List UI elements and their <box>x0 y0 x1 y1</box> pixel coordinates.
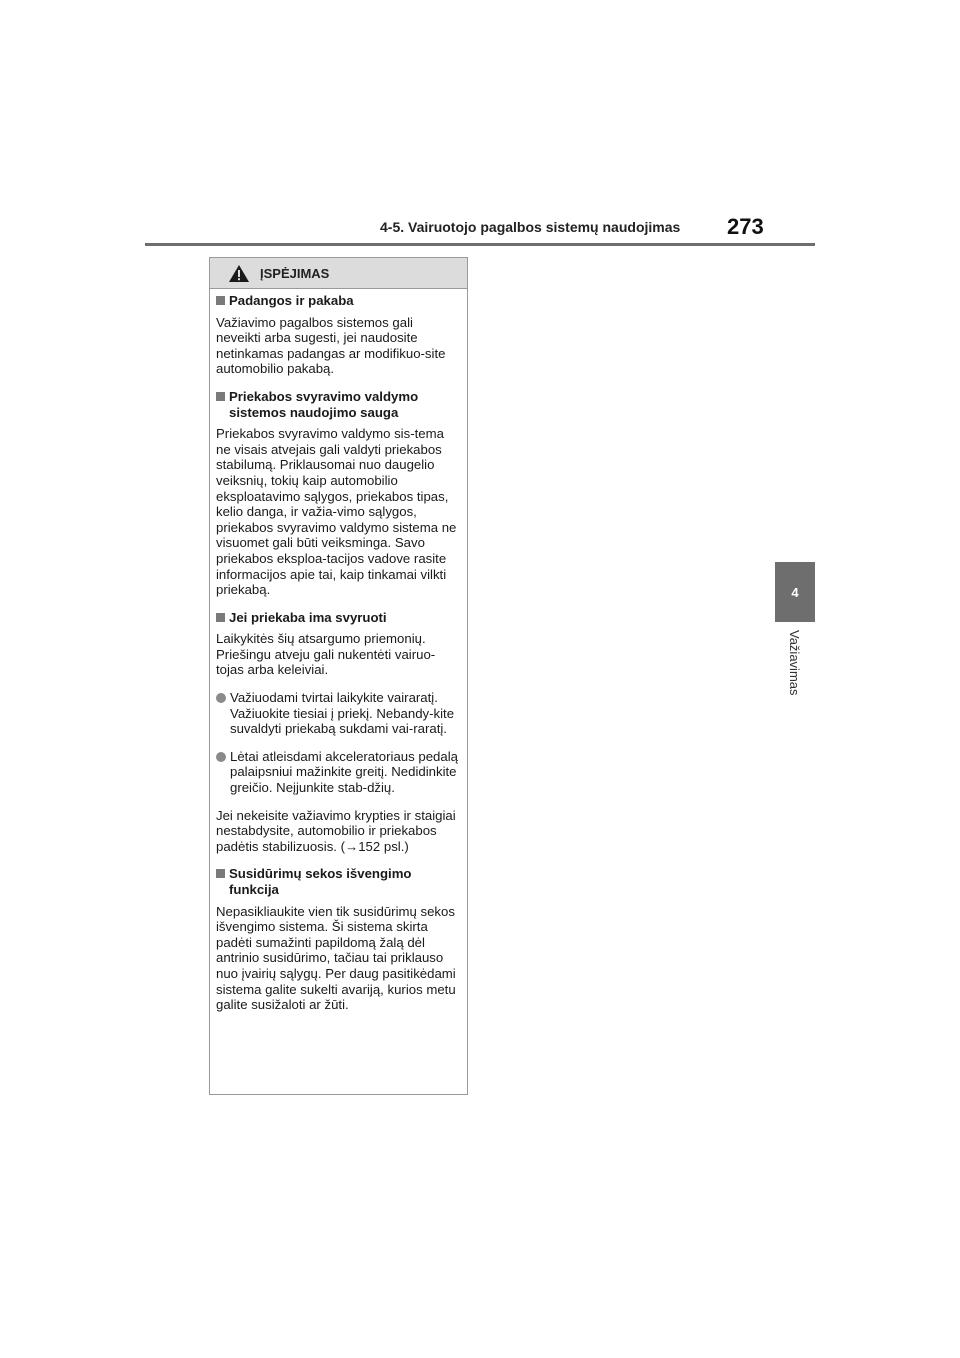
list-item: Važiuodami tvirtai laikykite vairaratį. Važiuokite tiesiai į priekį. Nebandy-kite suvaldyti priekabą sukdami vai-raratį. <box>216 690 461 737</box>
section-heading: Priekabos svyravimo valdymo sistemos naudojimo sauga <box>216 389 461 420</box>
chapter-number: 4 <box>791 584 799 600</box>
section-text: Priekabos svyravimo valdymo sis-tema ne visais atvejais gali valdyti priekabos stabilumą. Priklausomai nuo daugelio veiksnių, tokių kaip automobilio eksploatavimo sąlygos, priekabos tipas, kelio danga, ir važia-vimo sąlygos, priekabos svyravimo valdymo sistema ne visuomet gali būti veiksminga. Savo priekabos eksploa-tacijos vadove rasite informacijos apie tai, kaip tinkamai vilkti priekabą. <box>216 426 457 598</box>
section-text: Važiavimo pagalbos sistemos gali neveikti arba sugesti, jei naudosite netinkamas padangas ar modifikuo-site automobilio pakabą. <box>216 314 446 377</box>
header-rule <box>145 243 815 246</box>
section-heading: Jei priekaba ima svyruoti <box>216 610 461 626</box>
section-heading: Padangos ir pakaba <box>216 293 461 309</box>
chapter-label: Važiavimas <box>787 630 802 696</box>
section-text: Nepasikliaukite vien tik susidūrimų sekos išvengimo sistema. Ši sistema skirta padėti sumažinti papildomą žalą dėl antrinio susidūrimo, tačiau tai priklauso nuo įvairių sąlygų. Per daug pasitikėdami sistema galite sukelti avariją, kurios metu galite susižaloti ar žūti. <box>216 903 456 1013</box>
section-title: 4-5. Vairuotojo pagalbos sistemų naudojimas <box>380 219 681 235</box>
round-bullet-icon <box>216 693 226 703</box>
warning-header <box>210 258 467 289</box>
warning-triangle-icon <box>228 264 250 283</box>
square-bullet-icon <box>216 392 225 401</box>
warning-body <box>210 289 467 1013</box>
section-text: Jei nekeisite važiavimo krypties ir staigiai nestabdysite, automobilio ir priekabos padėtis stabilizuosis. (→152 psl.) <box>216 807 456 854</box>
list-item: Lėtai atleisdami akceleratoriaus pedalą palaipsniui mažinkite greitį. Nedidinkite greičio. Neįjunkite stab-džių. <box>216 749 461 796</box>
square-bullet-icon <box>216 869 225 878</box>
warning-box <box>209 257 468 1095</box>
round-bullet-icon <box>216 752 226 762</box>
section-heading: Susidūrimų sekos išvengimo funkcija <box>216 866 461 897</box>
square-bullet-icon <box>216 296 225 305</box>
section-text: Laikykitės šių atsargumo priemonių. Priešingu atveju gali nukentėti vairuo-tojas arba keleiviai. <box>216 631 436 678</box>
warning-title: ĮSPĖJIMAS <box>260 265 330 281</box>
square-bullet-icon <box>216 613 225 622</box>
page-number: 273 <box>727 214 764 239</box>
chapter-tab <box>775 562 815 622</box>
